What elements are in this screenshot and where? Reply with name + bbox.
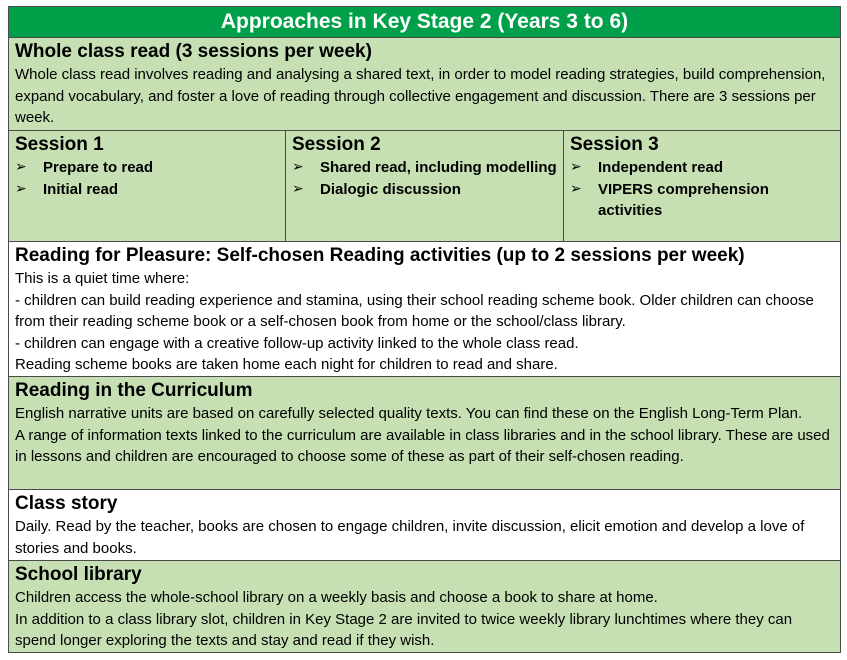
approaches-table: [8, 6, 841, 653]
pleasure-section: [9, 242, 841, 377]
class-story-section: [9, 490, 841, 561]
arrow-bullet-icon: ➢: [570, 180, 582, 197]
curriculum-section: [9, 377, 841, 490]
session-2-heading: Session 2: [292, 134, 381, 155]
school-library-section: [9, 561, 841, 653]
whole-class-heading: Whole class read (3 sessions per week): [15, 41, 372, 62]
session-2-item: ➢ Dialogic discussion: [292, 179, 557, 201]
session-3-cell: [564, 131, 841, 242]
approaches-table-frame: [8, 6, 840, 656]
session-1-cell: [9, 131, 286, 242]
session-3-item: ➢ Independent read: [570, 157, 834, 179]
class-story-heading: Class story: [15, 493, 118, 514]
curriculum-line: English narrative units are based on carefully selected quality texts. You can find these on the English Long-Term Plan.: [15, 405, 803, 422]
class-story-text: Daily. Read by the teacher, books are chosen to engage children, invite discussion, elicit emotion and develop a love of stories and books.: [15, 518, 805, 557]
session-1-item: ➢ Prepare to read: [15, 157, 279, 179]
pleasure-line: - children can build reading experience and stamina, using their school reading scheme book. Older children can choose from their reading scheme book or a self-chosen book from home or the school/class library.: [15, 291, 814, 330]
session-3-item: ➢ VIPERS comprehension activities: [570, 180, 769, 219]
whole-class-text: Whole class read involves reading and analysing a shared text, in order to model reading strategies, build comprehension, expand vocabulary, and foster a love of reading through collective engagement and discussion. There are 3 sessions per week.: [15, 66, 826, 126]
session-1-item: ➢ Initial read: [15, 179, 279, 201]
table-title: Approaches in Key Stage 2 (Years 3 to 6): [9, 7, 841, 38]
pleasure-line: Reading scheme books are taken home each night for children to read and share.: [15, 356, 558, 373]
whole-class-section: [9, 38, 841, 131]
arrow-bullet-icon: ➢: [15, 180, 27, 197]
session-2-cell: [286, 131, 564, 242]
session-3-heading: Session 3: [570, 134, 659, 155]
arrow-bullet-icon: ➢: [15, 159, 27, 175]
session-1-heading: Session 1: [15, 134, 104, 155]
arrow-bullet-icon: ➢: [292, 159, 304, 175]
pleasure-line: - children can engage with a creative follow-up activity linked to the whole class read.: [15, 334, 579, 352]
pleasure-heading: Reading for Pleasure: Self-chosen Reading activities (up to 2 sessions per week): [15, 245, 745, 266]
session-2-item: ➢ Shared read, including modelling: [292, 157, 557, 179]
arrow-bullet-icon: ➢: [570, 159, 582, 175]
school-library-line: In addition to a class library slot, children in Key Stage 2 are invited to twice weekly library lunchtimes where they can spend longer exploring the texts and stay and read if they wish.: [15, 610, 793, 649]
arrow-bullet-icon: ➢: [292, 180, 304, 197]
curriculum-line: A range of information texts linked to the curriculum are available in class libraries and in the school library. These are used in lessons and children are encouraged to choose some of these as part of their self-chosen reading.: [15, 426, 830, 465]
school-library-line: Children access the whole-school library on a weekly basis and choose a book to share at home.: [15, 589, 658, 606]
pleasure-line: This is a quiet time where:: [15, 270, 190, 287]
curriculum-heading: Reading in the Curriculum: [15, 380, 253, 401]
school-library-heading: School library: [15, 564, 142, 585]
